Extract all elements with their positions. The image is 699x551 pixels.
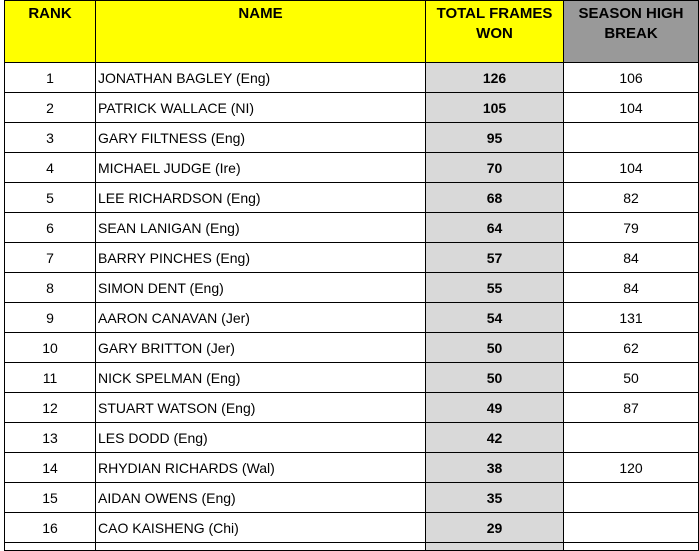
total-frames-cell: 64 (426, 213, 564, 243)
table-row (5, 243, 699, 273)
table-row (5, 393, 699, 423)
player-name-cell: AIDAN OWENS (Eng) (96, 483, 426, 513)
rank-cell: 14 (5, 453, 96, 483)
total-frames-cell: 105 (426, 93, 564, 123)
table-row (5, 273, 699, 303)
total-frames-cell: 38 (426, 453, 564, 483)
player-name-cell: CAO KAISHENG (Chi) (96, 513, 426, 543)
player-name-cell: GARY FILTNESS (Eng) (96, 123, 426, 153)
rank-cell: 10 (5, 333, 96, 363)
header-row (5, 1, 699, 63)
empty-cell (426, 543, 564, 551)
rankings-table (4, 0, 699, 551)
season-high-break-cell (564, 123, 699, 153)
season-high-break-cell: 104 (564, 93, 699, 123)
player-name-cell: LEE RICHARDSON (Eng) (96, 183, 426, 213)
player-name-cell: RHYDIAN RICHARDS (Wal) (96, 453, 426, 483)
total-frames-cell: 126 (426, 63, 564, 93)
player-name-cell: PATRICK WALLACE (NI) (96, 93, 426, 123)
table-row (5, 213, 699, 243)
season-high-break-cell: 104 (564, 153, 699, 183)
rank-cell: 4 (5, 153, 96, 183)
rank-cell: 5 (5, 183, 96, 213)
rank-cell: 2 (5, 93, 96, 123)
player-name-cell: AARON CANAVAN (Jer) (96, 303, 426, 333)
rank-cell: 6 (5, 213, 96, 243)
total-frames-cell: 57 (426, 243, 564, 273)
player-name-cell: STUART WATSON (Eng) (96, 393, 426, 423)
rank-cell: 11 (5, 363, 96, 393)
total-frames-cell: 54 (426, 303, 564, 333)
player-name-cell: NICK SPELMAN (Eng) (96, 363, 426, 393)
season-high-break-cell: 62 (564, 333, 699, 363)
season-high-break-cell (564, 483, 699, 513)
player-name-cell: LES DODD (Eng) (96, 423, 426, 453)
season-high-break-cell: 84 (564, 243, 699, 273)
table-row (5, 483, 699, 513)
rank-cell: 12 (5, 393, 96, 423)
total-frames-cell: 42 (426, 423, 564, 453)
season-high-break-cell: 106 (564, 63, 699, 93)
rank-cell: 3 (5, 123, 96, 153)
table-header (5, 1, 699, 63)
season-high-break-cell: 120 (564, 453, 699, 483)
rank-cell: 13 (5, 423, 96, 453)
rank-cell: 8 (5, 273, 96, 303)
player-name-cell: MICHAEL JUDGE (Ire) (96, 153, 426, 183)
total-frames-cell: 49 (426, 393, 564, 423)
rank-cell: 1 (5, 63, 96, 93)
header-total-frames: TOTAL FRAMES WON (426, 1, 564, 63)
season-high-break-cell: 82 (564, 183, 699, 213)
table-row (5, 453, 699, 483)
player-name-cell: GARY BRITTON (Jer) (96, 333, 426, 363)
season-high-break-cell: 87 (564, 393, 699, 423)
table-row (5, 363, 699, 393)
header-season-high-break: SEASON HIGH BREAK (564, 1, 699, 63)
season-high-break-cell: 131 (564, 303, 699, 333)
table-row (5, 153, 699, 183)
season-high-break-cell (564, 513, 699, 543)
empty-cell (96, 543, 426, 551)
table-row (5, 513, 699, 543)
player-name-cell: SEAN LANIGAN (Eng) (96, 213, 426, 243)
rank-cell: 9 (5, 303, 96, 333)
rank-cell: 16 (5, 513, 96, 543)
rank-cell: 15 (5, 483, 96, 513)
table-row (5, 423, 699, 453)
table-row (5, 63, 699, 93)
table-row (5, 303, 699, 333)
total-frames-cell: 50 (426, 363, 564, 393)
player-name-cell: BARRY PINCHES (Eng) (96, 243, 426, 273)
total-frames-cell: 55 (426, 273, 564, 303)
table-row (5, 123, 699, 153)
player-name-cell: JONATHAN BAGLEY (Eng) (96, 63, 426, 93)
rank-cell: 7 (5, 243, 96, 273)
player-name-cell: SIMON DENT (Eng) (96, 273, 426, 303)
total-frames-cell: 50 (426, 333, 564, 363)
table-row (5, 93, 699, 123)
header-rank: RANK (5, 1, 96, 63)
season-high-break-cell: 50 (564, 363, 699, 393)
empty-cell (5, 543, 96, 551)
total-frames-cell: 95 (426, 123, 564, 153)
empty-cell (564, 543, 699, 551)
table-row (5, 183, 699, 213)
total-frames-cell: 68 (426, 183, 564, 213)
total-frames-cell: 35 (426, 483, 564, 513)
season-high-break-cell: 79 (564, 213, 699, 243)
season-high-break-cell (564, 423, 699, 453)
header-name: NAME (96, 1, 426, 63)
table-body (5, 63, 699, 551)
total-frames-cell: 29 (426, 513, 564, 543)
season-high-break-cell: 84 (564, 273, 699, 303)
table-row-partial (5, 543, 699, 551)
table-row (5, 333, 699, 363)
total-frames-cell: 70 (426, 153, 564, 183)
